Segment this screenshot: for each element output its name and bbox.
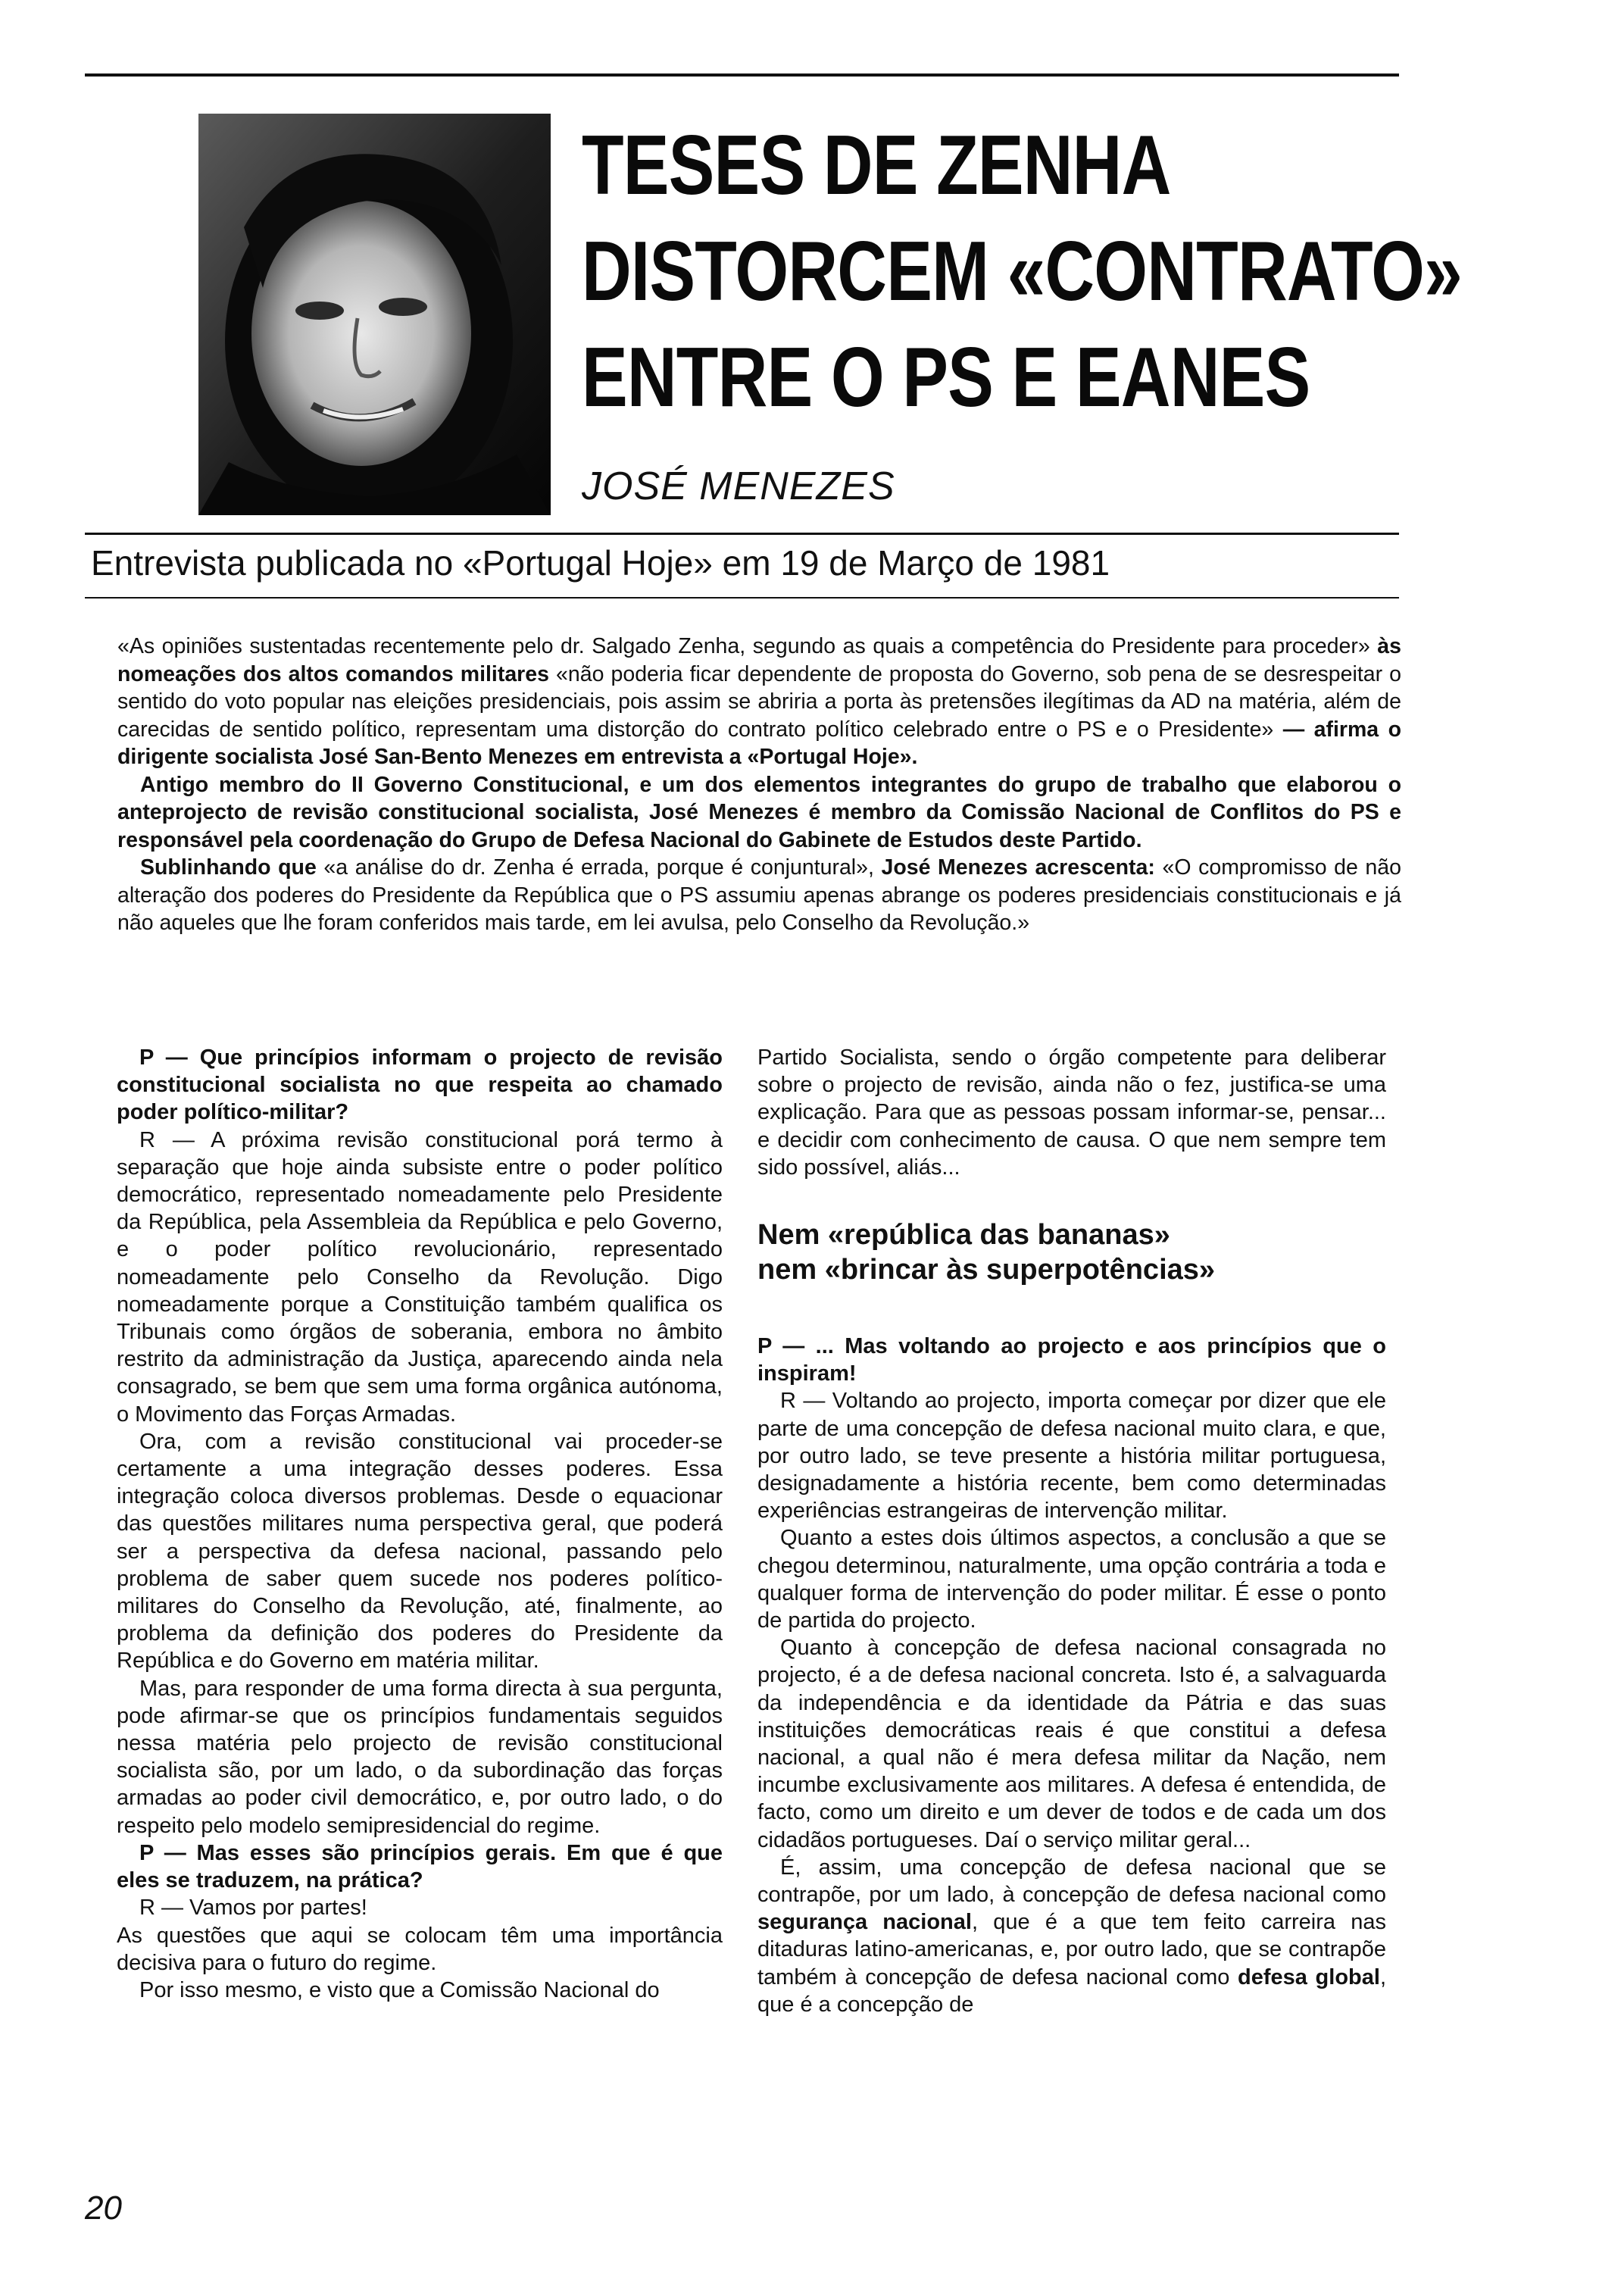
right-column xyxy=(757,1044,1386,2018)
answer-1-paragraph-2: Ora, com a revisão constitucional vai proceder-se certamente a uma integração desses poderes. Essa integração coloca diversos problemas. Desde o equacionar das questões militares numa perspectiva geral, que poderá ser a perspectiva da defesa nacional, passando pelo problema de saber quem sucede nos poderes político-militares do Conselho da Revolução, até, finalmente, ao problema da definição dos poderes do Presidente da República e do Governo em matéria militar. xyxy=(117,1429,723,1674)
answer-3-paragraph-2: Quanto a estes dois últimos aspectos, a conclusão a que se chegou determinou, naturalmente, uma opção contrária a toda e qualquer forma de intervenção do poder militar. É esse o ponto de partida do projecto. xyxy=(757,1526,1386,1633)
body-text: , que é a que tem feito carreira nas ditaduras latino-americanas, e, por outro lado, que se contrapõe também à concepção de defesa nacional como xyxy=(757,1910,1386,1989)
author-name: JOSÉ MENEZES xyxy=(582,464,895,508)
subtitle-bottom-rule xyxy=(85,597,1399,599)
lead-paragraph-2 xyxy=(117,771,1401,855)
lead-paragraph-3 xyxy=(117,854,1401,937)
answer-2-paragraph-2: As questões que aqui se colocam têm uma importância decisiva para o futuro do regime. xyxy=(117,1923,723,1975)
article-headline xyxy=(582,112,1462,430)
answer-3: R — Voltando ao projecto, importa começar por dizer que ele parte de uma concepção de defesa nacional muito clara, e que, por outro lado, se teve presente a história militar portuguesa, designadamente a história recente, bem como determinadas experiências estrangeiras de intervenção militar. xyxy=(757,1389,1386,1524)
lead-text: «As opiniões sustentadas recentemente pelo dr. Salgado Zenha, segundo as quais a competência do Presidente para proceder» xyxy=(117,634,1378,658)
lead-emphasis: Antigo membro do II Governo Constitucional, e um dos elementos integrantes do grupo de trabalho que elaborou o anteprojecto de revisão constitucional socialista, José Menezes é membro da Comissão Nacional de Conflitos do PS e responsável pela coordenação do Grupo de Defesa Nacional do Gabinete de Estudos deste Partido. xyxy=(117,772,1401,852)
section-heading xyxy=(757,1217,1386,1287)
answer-2: R — Vamos por partes! xyxy=(139,1896,367,1921)
question-1: P — Que princípios informam o projecto de revisão constitucional socialista no que respeita ao chamado poder político-militar? xyxy=(117,1045,723,1125)
lead-emphasis: — afirma o dirigente socialista José San-Bento Menezes em entrevista a «Portugal Hoje». xyxy=(117,717,1401,769)
headline-line-1: TESES DE ZENHA xyxy=(582,118,1171,212)
body-emphasis: defesa global xyxy=(1238,1964,1380,1989)
question-3: P — ... Mas voltando ao projecto e aos princípios que o inspiram! xyxy=(757,1334,1386,1386)
headline-line-2: DISTORCEM «CONTRATO» xyxy=(582,224,1462,318)
article-lead xyxy=(117,633,1401,937)
section-heading-line-2: nem «brincar às superpotências» xyxy=(757,1254,1216,1286)
top-rule xyxy=(85,73,1399,77)
lead-paragraph-1 xyxy=(117,633,1401,771)
lead-text: «não poderia ficar dependente de proposta do Governo, sob pena de se desrespeitar o sentido do voto popular nas eleições presidenciais, pois assim se abriria a porta às pretensões ilegítimas da AD na matéria, além de carecidas de sentido político, representam uma distorção do contrato político celebrado entre o PS e o Presidente» xyxy=(117,661,1402,742)
author-photo xyxy=(198,114,551,515)
question-2: P — Mas esses são princípios gerais. Em que é que eles se traduzem, na prática? xyxy=(117,1840,723,1893)
body-emphasis: segurança nacional xyxy=(757,1910,972,1935)
answer-3-paragraph-4 xyxy=(757,1854,1386,2018)
answer-3-paragraph-3: Quanto à concepção de defesa nacional consagrada no projecto, é a de defesa nacional concreta. Isto é, a salvaguarda da independência e da identidade da Pátria e das suas instituições democráticas reais é que constitui a defesa nacional, a qual não é mera defesa militar da Nação, nem incumbe exclusivamente aos militares. A defesa é entendida, de facto, como um direito e um dever de todos e de cada um dos cidadãos portugueses. Daí o serviço militar geral... xyxy=(757,1636,1386,1852)
page-number: 20 xyxy=(85,2189,122,2227)
answer-1-paragraph-3: Mas, para responder de uma forma directa à sua pergunta, pode afirmar-se que os princípios fundamentais seguidos nessa matéria pelo projecto de revisão constitucional socialista são, por um lado, o da subordinação das forças armadas ao poder civil democrático, e, por outro lado, o do respeito pelo modelo semipresidencial do regime. xyxy=(117,1676,723,1838)
answer-1: R — A próxima revisão constitucional porá termo à separação que hoje ainda subsiste entre o poder político democrático, representado nomeadamente pelo Presidente da República, pela Assembleia da República e pelo Governo, e o poder político revolucionário, representado nomeadamente pelo Conselho da Revolução. Digo nomeadamente porque a Constituição também qualifica os Tribunais como órgãos de soberania, embora no âmbito restrito da administração da Justiça, aparecendo ainda nela consagrado, se bem que sem uma forma orgânica autónoma, o Movimento das Forças Armadas. xyxy=(117,1127,723,1427)
left-column xyxy=(117,1044,723,2004)
body-text: É, assim, uma concepção de defesa nacional que se contrapõe, por um lado, à concepção de defesa nacional como xyxy=(757,1855,1386,1908)
lead-text: «a análise do dr. Zenha é errada, porque é conjuntural», xyxy=(316,855,882,880)
body-text: , que é a concepção de xyxy=(757,1964,1387,2017)
subtitle-top-rule xyxy=(85,533,1399,535)
section-heading-line-1: Nem «república das bananas» xyxy=(757,1219,1170,1252)
lead-emphasis: Sublinhando que xyxy=(140,855,317,880)
headline-line-3: ENTRE O PS E EANES xyxy=(582,330,1310,424)
article-subtitle: Entrevista publicada no «Portugal Hoje» em 19 de Março de 1981 xyxy=(91,543,1110,583)
portrait-image xyxy=(198,114,551,515)
answer-2-paragraph-3: Por isso mesmo, e visto que a Comissão Nacional do xyxy=(139,1977,660,2002)
lead-emphasis: às nomeações dos altos comandos militares xyxy=(117,634,1401,686)
continued-paragraph: Partido Socialista, sendo o órgão competente para deliberar sobre o projecto de revisão, ainda não o fez, justifica-se uma explicação. Para que as pessoas possam informar-se, pensar... e decidir com conhecimento de causa. O que nem sempre tem sido possível, aliás... xyxy=(757,1045,1386,1180)
lead-emphasis: José Menezes acrescenta: xyxy=(881,855,1155,880)
lead-text: «O compromisso de não alteração dos poderes do Presidente da República que o PS assumiu apenas abrange os poderes presidenciais constitucionais e já não aqueles que lhe foram conferidos mais tarde, em lei avulsa, pelo Conselho da Revolução.» xyxy=(117,855,1401,935)
